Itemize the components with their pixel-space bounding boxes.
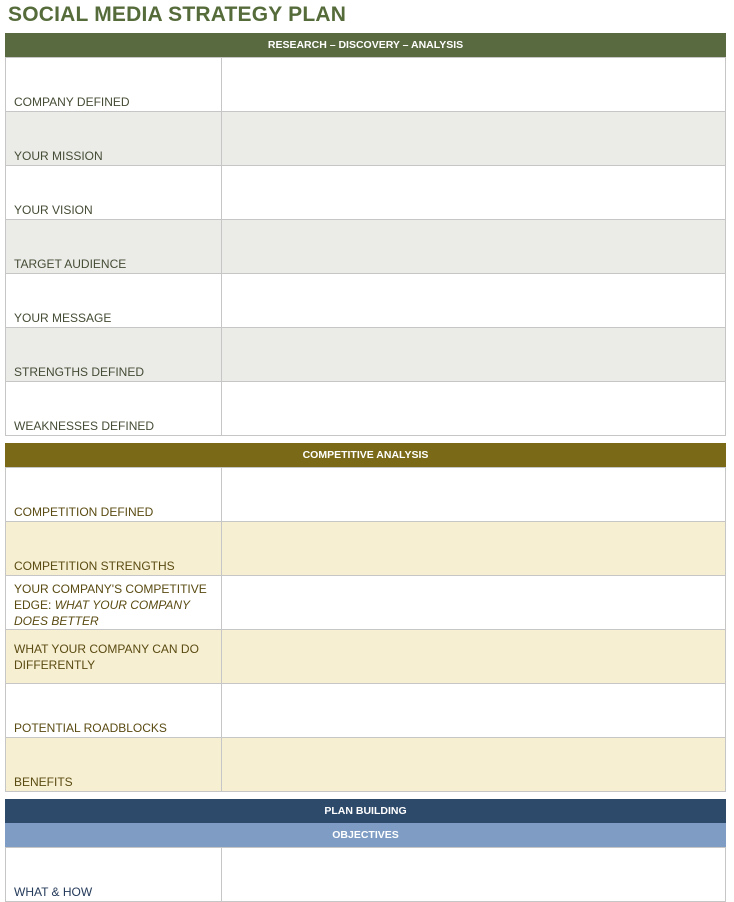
- research-section: [5, 33, 726, 436]
- target-audience-field[interactable]: [222, 220, 726, 274]
- table-row: [6, 112, 726, 166]
- table-row: [6, 58, 726, 112]
- row-label: WEAKNESSES DEFINED: [6, 382, 222, 436]
- table-row: [6, 468, 726, 522]
- row-label: COMPETITION DEFINED: [6, 468, 222, 522]
- plan-header: PLAN BUILDING: [5, 799, 726, 823]
- row-label: [6, 576, 222, 630]
- competitive-header: COMPETITIVE ANALYSIS: [5, 443, 726, 467]
- plan-table: [5, 847, 726, 902]
- strengths-defined-field[interactable]: [222, 328, 726, 382]
- competitive-table: [5, 467, 726, 792]
- benefits-field[interactable]: [222, 738, 726, 792]
- row-label: YOUR VISION: [6, 166, 222, 220]
- table-row: [6, 382, 726, 436]
- page-title: SOCIAL MEDIA STRATEGY PLAN: [8, 3, 347, 26]
- research-table: [5, 57, 726, 436]
- row-label: YOUR MESSAGE: [6, 274, 222, 328]
- competition-strengths-field[interactable]: [222, 522, 726, 576]
- row-label: POTENTIAL ROADBLOCKS: [6, 684, 222, 738]
- your-vision-field[interactable]: [222, 166, 726, 220]
- table-row: [6, 576, 726, 630]
- row-label: STRENGTHS DEFINED: [6, 328, 222, 382]
- table-row: [6, 848, 726, 902]
- competition-defined-field[interactable]: [222, 468, 726, 522]
- plan-section: [5, 799, 726, 902]
- company-defined-field[interactable]: [222, 58, 726, 112]
- your-message-field[interactable]: [222, 274, 726, 328]
- row-label: COMPANY DEFINED: [6, 58, 222, 112]
- weaknesses-defined-field[interactable]: [222, 382, 726, 436]
- row-label: BENEFITS: [6, 738, 222, 792]
- table-row: [6, 630, 726, 684]
- your-mission-field[interactable]: [222, 112, 726, 166]
- table-row: [6, 166, 726, 220]
- table-row: [6, 220, 726, 274]
- row-label: WHAT & HOW: [6, 848, 222, 902]
- table-row: [6, 328, 726, 382]
- row-label: COMPETITION STRENGTHS: [6, 522, 222, 576]
- objectives-header: OBJECTIVES: [5, 823, 726, 847]
- row-label: WHAT YOUR COMPANY CAN DO DIFFERENTLY: [6, 630, 222, 684]
- research-header: RESEARCH – DISCOVERY – ANALYSIS: [5, 33, 726, 57]
- row-label-italic: WHAT YOUR COMPANY DOES BETTER: [14, 598, 190, 628]
- competitive-section: [5, 443, 726, 792]
- potential-roadblocks-field[interactable]: [222, 684, 726, 738]
- row-label-main: YOUR COMPANY'S COMPETITIVE EDGE:: [14, 582, 207, 612]
- row-label: YOUR MISSION: [6, 112, 222, 166]
- what-how-field[interactable]: [222, 848, 726, 902]
- competitive-edge-field[interactable]: [222, 576, 726, 630]
- row-label: TARGET AUDIENCE: [6, 220, 222, 274]
- table-row: [6, 684, 726, 738]
- table-row: [6, 738, 726, 792]
- do-differently-field[interactable]: [222, 630, 726, 684]
- table-row: [6, 274, 726, 328]
- table-row: [6, 522, 726, 576]
